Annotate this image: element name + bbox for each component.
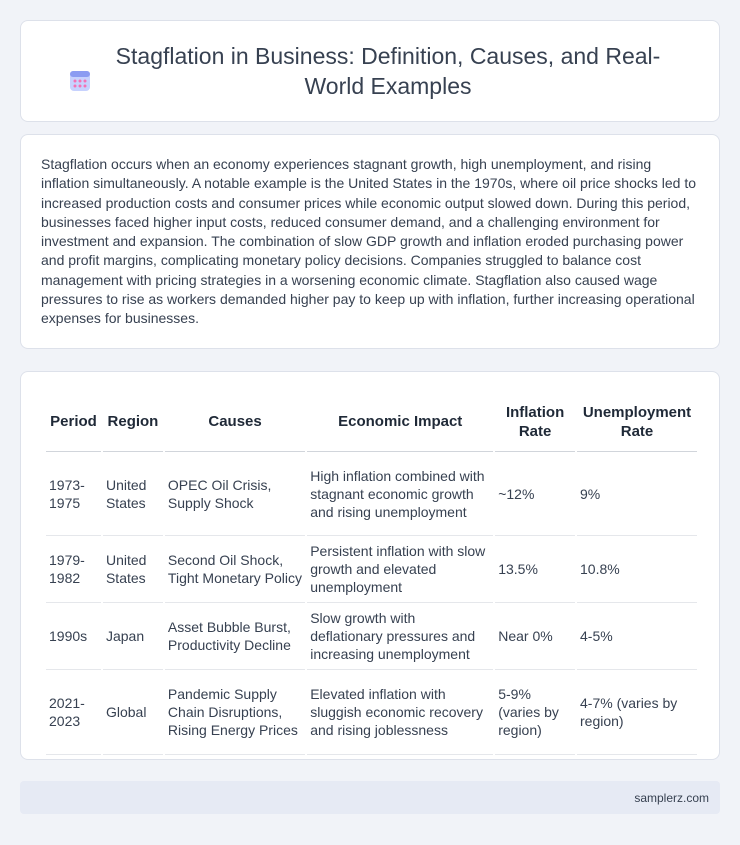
page-title: Stagflation in Business: Definition, Causes, and Real-World Examples [115,43,661,99]
cell-unemployment-rate: 4-7% (varies by region) [577,670,697,755]
cell-causes: OPEC Oil Crisis, Supply Shock [165,452,305,536]
table-row [46,603,697,670]
cell-period: 1990s [46,603,101,670]
title-card [20,20,720,122]
header-inflation-rate: Inflation Rate [495,392,575,452]
cell-unemployment-rate: 10.8% [577,536,697,603]
intro-paragraph: Stagflation occurs when an economy experiences stagnant growth, high unemployment, and rising inflation simultaneously. A notable example is the United States in the 1970s, where oil price shocks led to increased production costs and consumer prices while economic output slowed down. During this period, businesses faced higher input costs, reduced consumer demand, and a challenging environment for investment and expansion. The combination of slow GDP growth and inflation eroded purchasing power and profit margins, complicating monetary policy decisions. Companies struggled to balance cost management with pricing strategies in a worsening economic climate. Stagflation also caused wage pressures to rise as workers demanded higher pay to keep up with inflation, further increasing operational expenses for businesses. [41,156,697,327]
cell-causes: Second Oil Shock, Tight Monetary Policy [165,536,305,603]
cell-inflation-rate: 5-9% (varies by region) [495,670,575,755]
site-credit[interactable]: samplerz.com [634,791,709,805]
cell-unemployment-rate: 9% [577,452,697,536]
cell-inflation-rate: ~12% [495,452,575,536]
cell-causes: Pandemic Supply Chain Disruptions, Rising Energy Prices [165,670,305,755]
cell-causes: Asset Bubble Burst, Productivity Decline [165,603,305,670]
cell-unemployment-rate: 4-5% [577,603,697,670]
cell-period: 1973-1975 [46,452,101,536]
cell-economic-impact: Persistent inflation with slow growth and elevated unemployment [307,536,493,603]
table-row [46,452,697,536]
cell-inflation-rate: 13.5% [495,536,575,603]
cell-region: Japan [103,603,163,670]
cell-economic-impact: High inflation combined with stagnant economic growth and rising unemployment [307,452,493,536]
header-unemployment-rate: Unemployment Rate [577,392,697,452]
table-header-row [46,392,697,452]
calendar-grid-icon [67,68,93,94]
header-economic-impact: Economic Impact [307,392,493,452]
footer [20,781,720,814]
table-card [20,371,720,760]
stagflation-table [44,392,699,755]
cell-economic-impact: Elevated inflation with sluggish economic recovery and rising joblessness [307,670,493,755]
cell-period: 2021-2023 [46,670,101,755]
table-row [46,670,697,755]
cell-region: United States [103,536,163,603]
header-period: Period [46,392,101,452]
cell-economic-impact: Slow growth with deflationary pressures and increasing unemployment [307,603,493,670]
header-causes: Causes [165,392,305,452]
intro-card [20,134,720,349]
table-row [46,536,697,603]
title-wrap [50,41,690,101]
cell-inflation-rate: Near 0% [495,603,575,670]
header-region: Region [103,392,163,452]
cell-region: United States [103,452,163,536]
cell-period: 1979-1982 [46,536,101,603]
cell-region: Global [103,670,163,755]
